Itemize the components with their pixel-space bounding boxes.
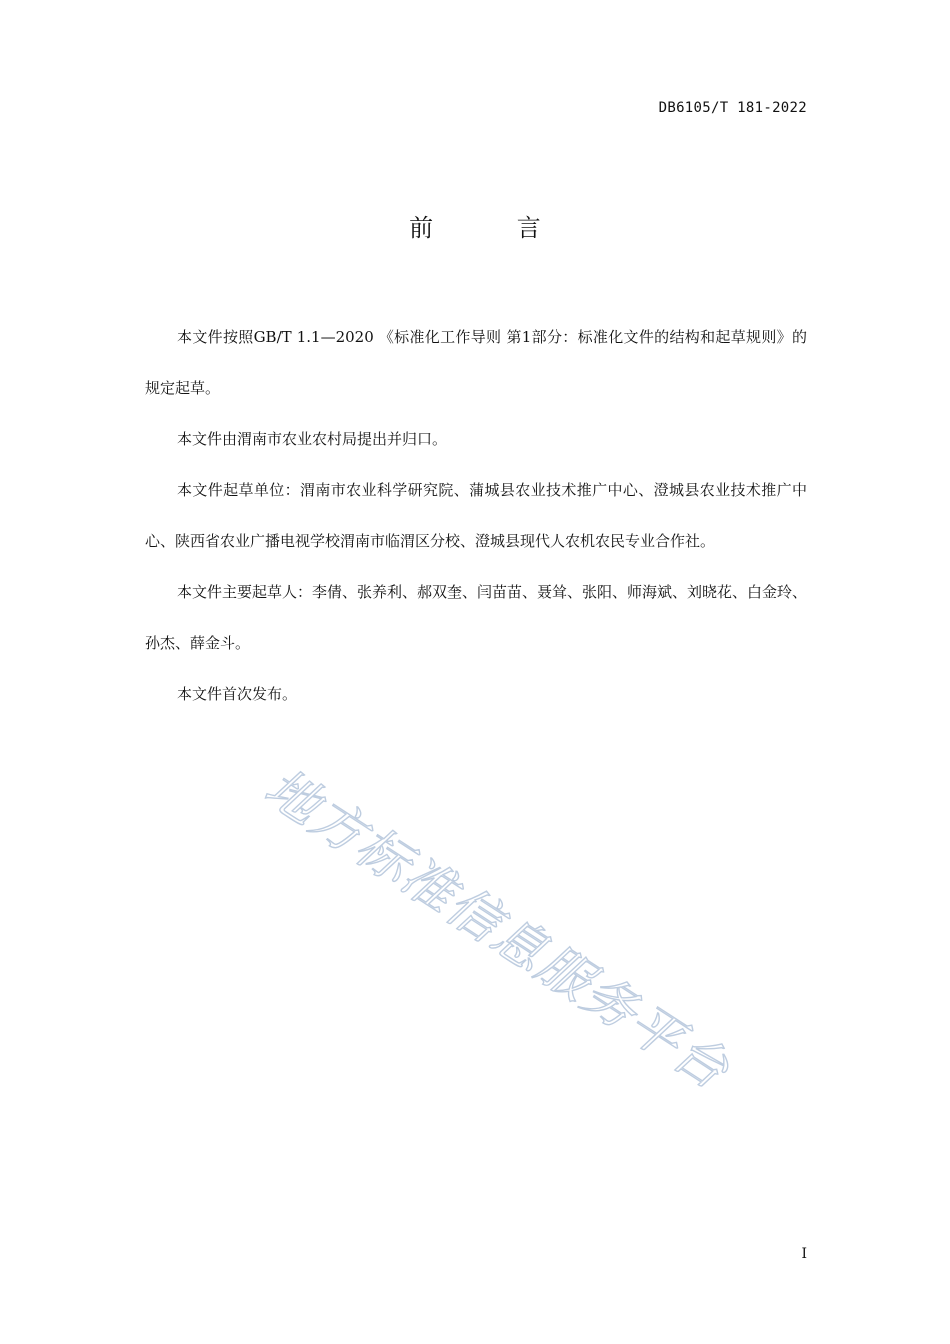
page-title: 前 言 [409,214,579,242]
paragraph-proposer: 本文件由渭南市农业农村局提出并归口。 [177,430,448,448]
paragraph-drafters: 本文件主要起草人：李倩、张养利、郝双奎、闫苗苗、聂耸、张阳、师海斌、刘晓花、白金玲、孙杰、薛金斗。 [145,583,808,652]
paragraph-drafting-rules: 本文件按照GB/T 1.1—2020 《标准化工作导则 第1部分：标准化文件的结构和起草规则》的规定起草。 [145,328,807,397]
page-number: I [801,1246,807,1262]
document-code: DB6105/T 181-2022 [658,100,807,116]
foreword-body [145,312,807,720]
paragraph-first-release: 本文件首次发布。 [177,685,298,703]
watermark: 地方标准信息服务平台 [254,757,740,1102]
paragraph-drafting-units: 本文件起草单位：渭南市农业科学研究院、蒲城县农业技术推广中心、澄城县农业技术推广中心、陕西省农业广播电视学校渭南市临渭区分校、澄城县现代人农机农民专业合作社。 [145,481,807,550]
